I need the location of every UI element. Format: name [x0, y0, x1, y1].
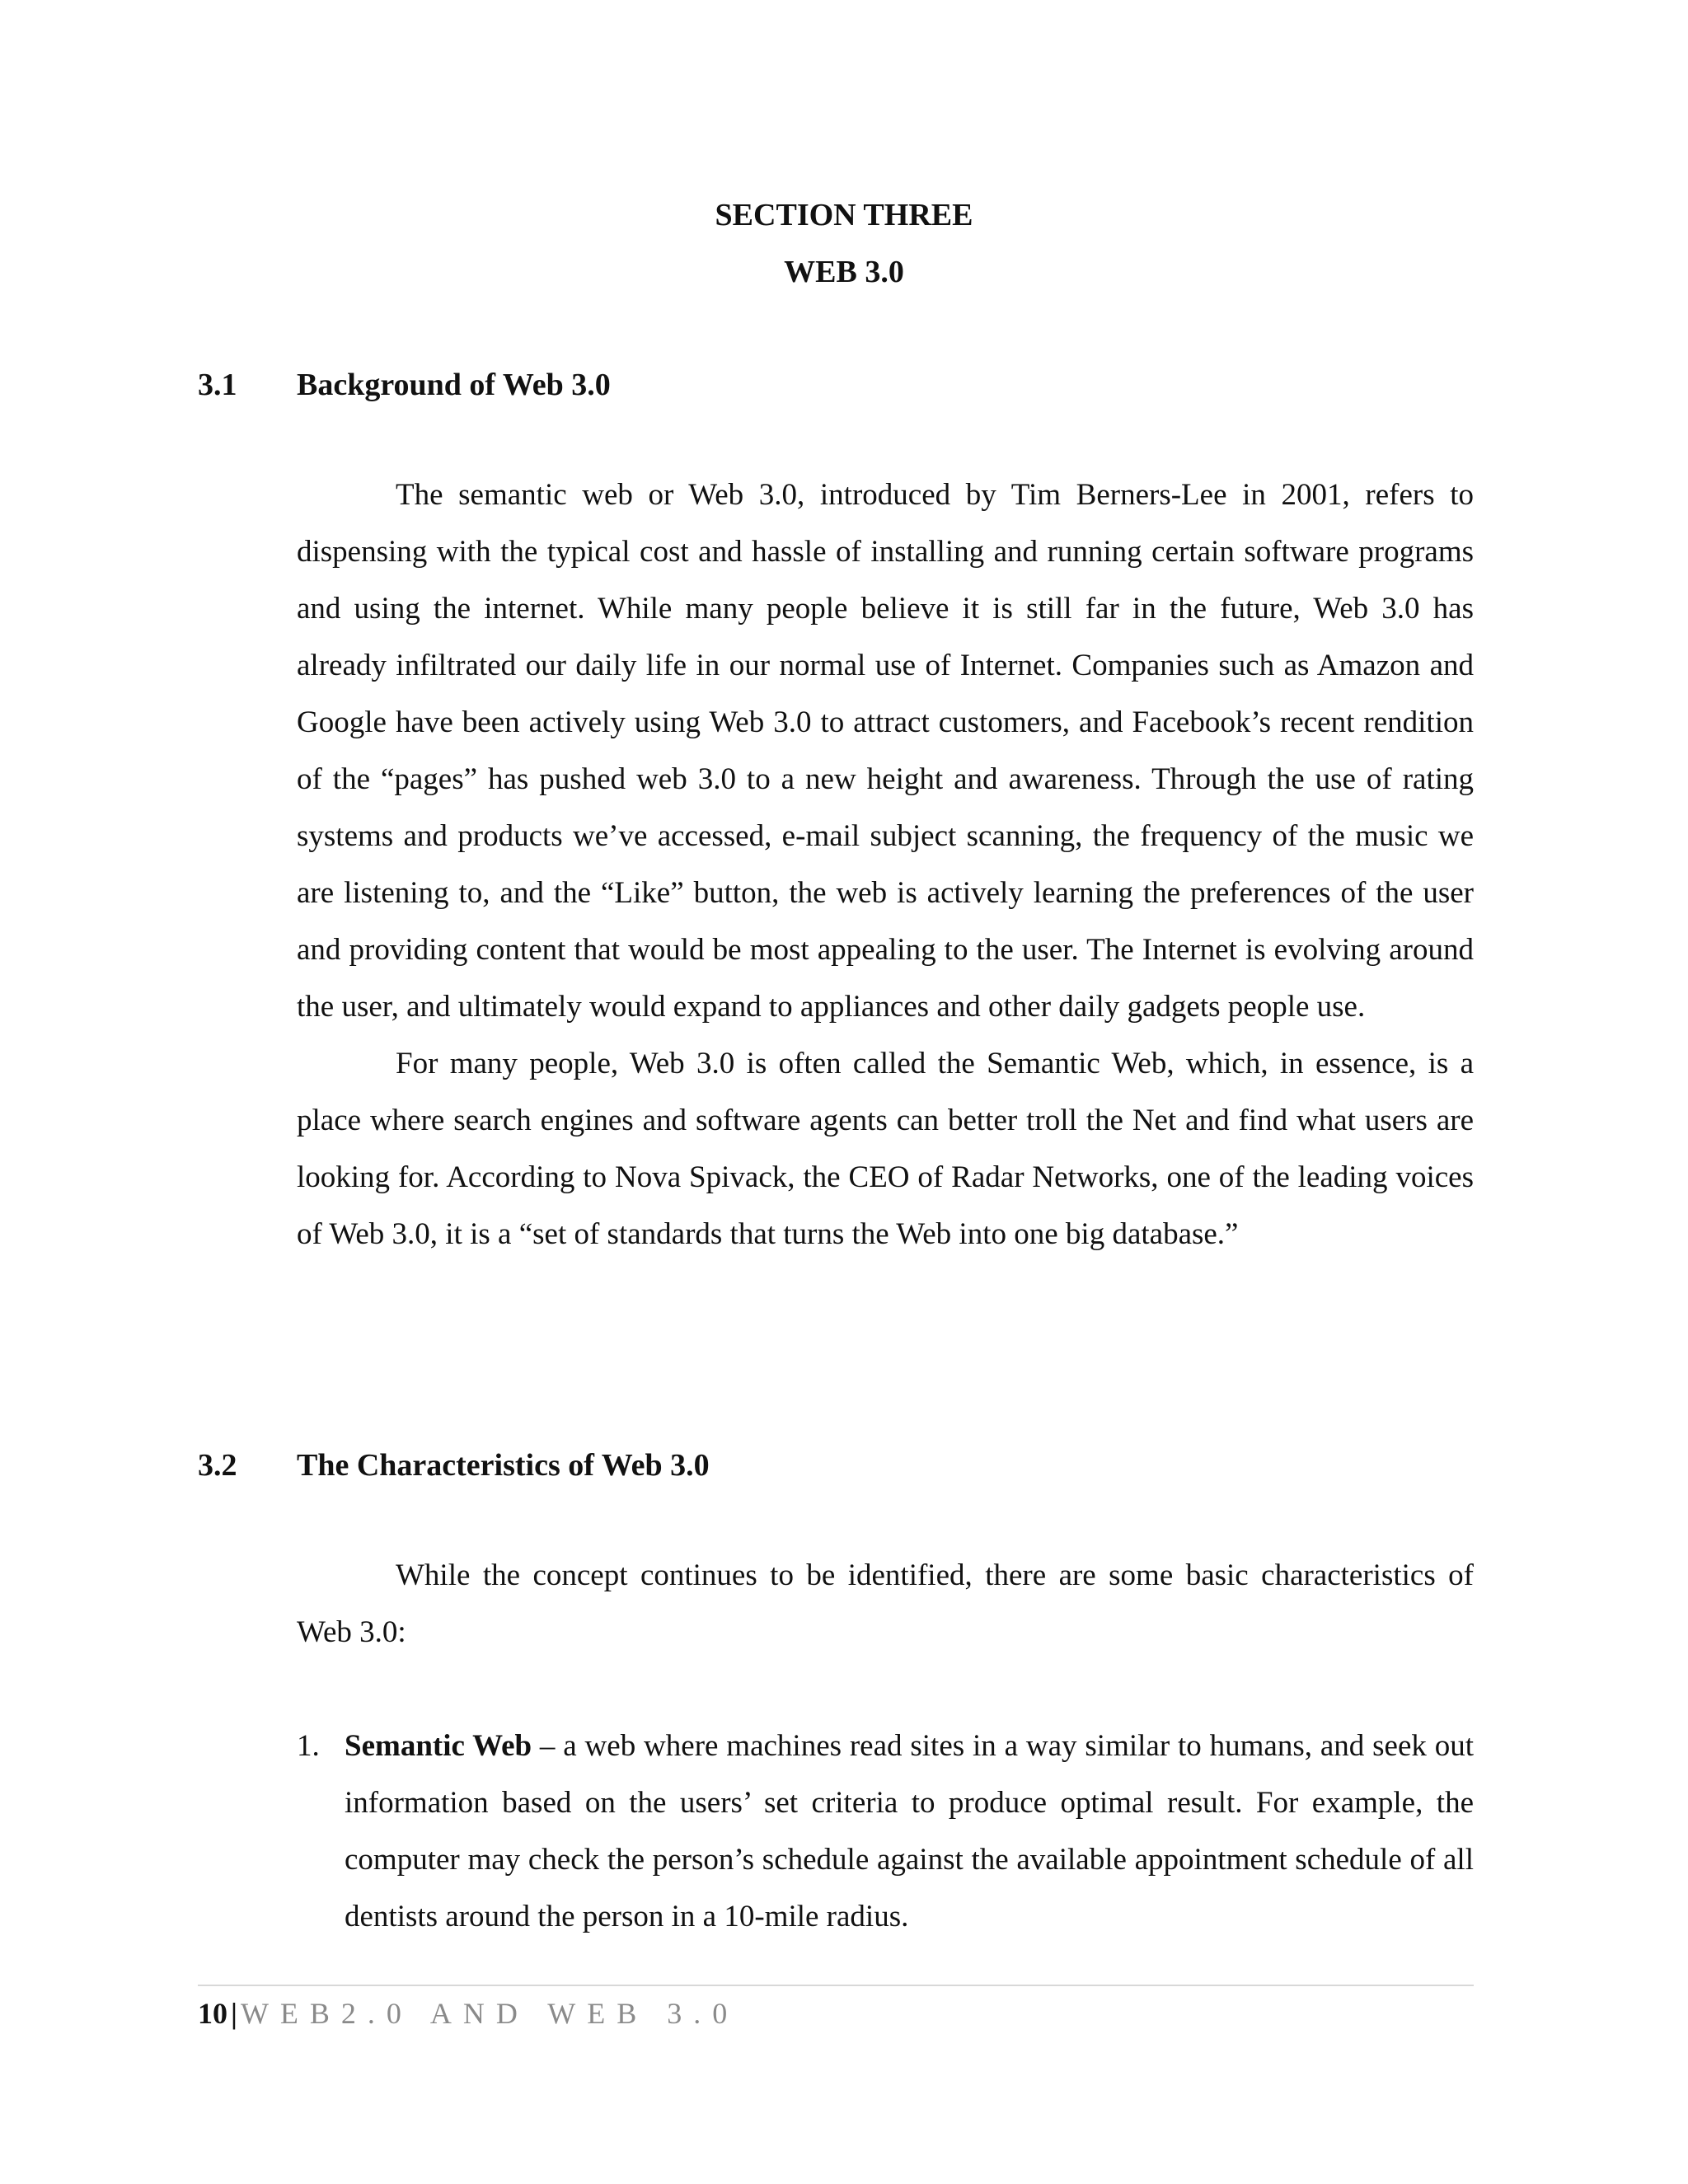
page-footer [198, 1993, 738, 2034]
subsection-heading-3-1 [198, 364, 611, 405]
section-title: WEB 3.0 [784, 255, 904, 289]
running-head: WEB2.0 AND WEB 3.0 [240, 1997, 739, 2030]
paragraph: The semantic web or Web 3.0, introduced by Tim Berners-Lee in 2001, refers to dispensing with the typical cost and hassle of installing and running certain software programs and using the internet. While many people believe it is still far in the future, Web 3.0 has already infiltrated our daily life in our normal use of Internet. Companies such as Amazon and Google have been actively using Web 3.0 to attract customers, and Facebook’s recent rendition of the “pages” has pushed web 3.0 to a new height and awareness. Through the use of rating systems and products we’ve accessed, e-mail subject scanning, the frequency of the music we are listening to, and the “Like” button, the web is actively learning the preferences of the user and providing content that would be most appealing to the user. The Internet is evolving around the user, and ultimately would expand to appliances and other daily gadgets people use. [297, 478, 1474, 1024]
subsection-number: 3.1 [198, 368, 237, 402]
page-number: 10 [198, 1997, 227, 2030]
characteristics-intro [297, 1547, 1474, 1661]
footer-divider [198, 1985, 1474, 1986]
list-marker: 1. [297, 1729, 320, 1763]
footer-separator: | [231, 1997, 237, 2030]
subsection-number: 3.2 [198, 1448, 237, 1483]
background-body [297, 466, 1474, 1263]
section-label: SECTION THREE [715, 198, 973, 232]
paragraph: While the concept continues to be identified, there are some basic characteristics of Web 3.0: [297, 1558, 1474, 1649]
paragraph: For many people, Web 3.0 is often called the Semantic Web, which, in essence, is a place where search engines and software agents can better troll the Net and find what users are looking for. According to Nova Spivack, the CEO of Radar Networks, one of the leading voices of Web 3.0, it is a “set of standards that turns the Web into one big database.” [297, 1047, 1474, 1251]
subsection-heading-3-2 [198, 1445, 710, 1486]
list-term: Semantic Web [345, 1729, 532, 1763]
subsection-title: The Characteristics of Web 3.0 [297, 1448, 710, 1483]
subsection-title: Background of Web 3.0 [297, 368, 611, 402]
characteristics-list [297, 1718, 1474, 1945]
list-text: – a web where machines read sites in a way similar to humans, and seek out information based on the users’ set criteria to produce optimal result. For example, the computer may check the person’s schedule against the available appointment schedule of all dentists around the person in a 10-mile radius. [345, 1729, 1475, 1933]
list-item [297, 1718, 1474, 1945]
